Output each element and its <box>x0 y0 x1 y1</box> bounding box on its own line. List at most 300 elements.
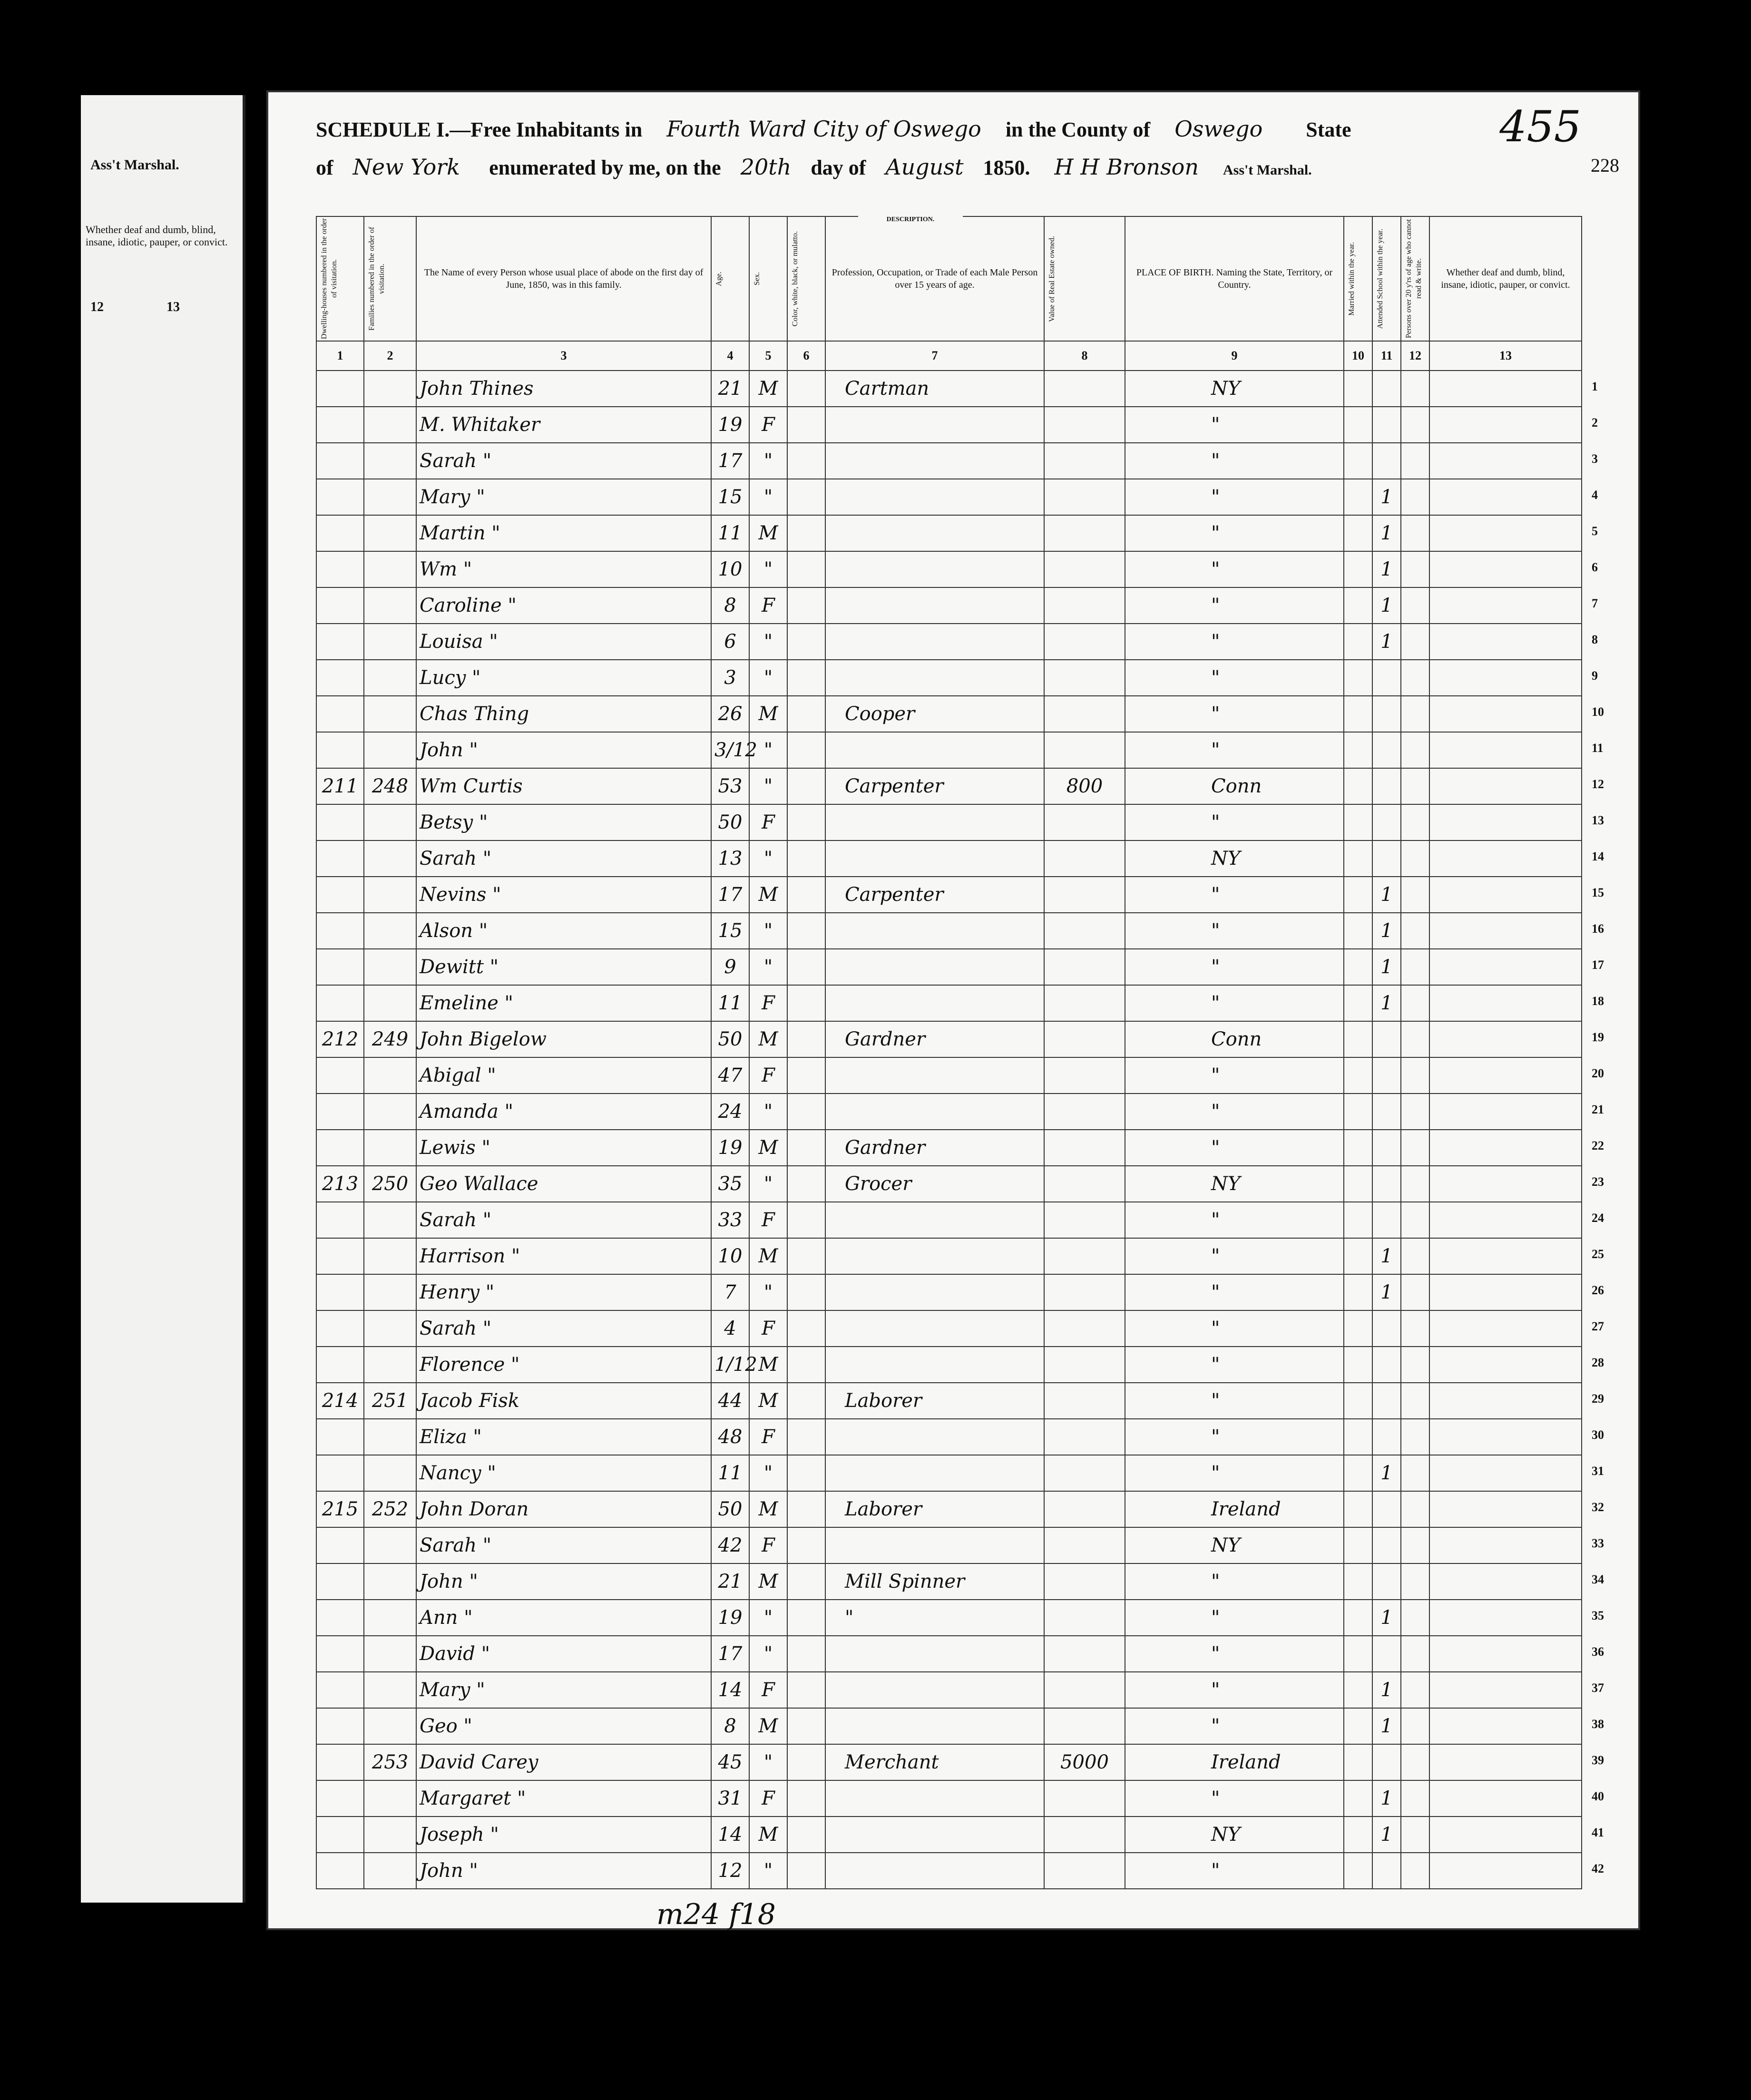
dwelling-cell: 214 <box>316 1383 364 1419</box>
illiterate-cell <box>1401 1094 1429 1130</box>
table-row <box>316 804 1582 840</box>
dwelling-cell <box>316 587 364 624</box>
sex-cell: F <box>749 985 787 1021</box>
illiterate-cell <box>1401 1708 1429 1744</box>
married-cell <box>1344 443 1372 479</box>
footer-tally: m24 f18 <box>656 1898 776 1931</box>
dwelling-cell <box>316 479 364 515</box>
illiterate-cell <box>1401 515 1429 551</box>
col-header-birthplace: PLACE OF BIRTH. Naming the State, Territory, or Country. <box>1125 216 1344 341</box>
condition-cell <box>1429 551 1582 587</box>
estate-cell <box>1044 840 1125 877</box>
name-cell: John Bigelow <box>416 1021 711 1057</box>
illiterate-cell <box>1401 371 1429 407</box>
occupation-cell <box>825 515 1044 551</box>
illiterate-cell <box>1401 1130 1429 1166</box>
occupation-cell <box>825 1708 1044 1744</box>
condition-cell <box>1429 1817 1582 1853</box>
name-cell: Dewitt " <box>416 949 711 985</box>
name-cell: Ann " <box>416 1600 711 1636</box>
row-number: 6 <box>1592 560 1598 574</box>
name-cell: Martin " <box>416 515 711 551</box>
condition-cell <box>1429 587 1582 624</box>
estate-cell <box>1044 949 1125 985</box>
family-cell <box>364 624 416 660</box>
table-row <box>316 479 1582 515</box>
dwelling-cell <box>316 985 364 1021</box>
dwelling-cell <box>316 1672 364 1708</box>
age-cell: 44 <box>711 1383 749 1419</box>
birthplace-cell: " <box>1125 1347 1344 1383</box>
family-cell: 250 <box>364 1166 416 1202</box>
occupation-cell <box>825 1347 1044 1383</box>
birthplace-cell: " <box>1125 1310 1344 1347</box>
color-cell <box>787 1780 825 1817</box>
sex-cell: M <box>749 1491 787 1527</box>
table-row <box>316 1238 1582 1274</box>
sex-cell: " <box>749 1166 787 1202</box>
birthplace-cell: " <box>1125 1636 1344 1672</box>
birthplace-cell: NY <box>1125 840 1344 877</box>
occupation-cell <box>825 1310 1044 1347</box>
dwelling-cell <box>316 443 364 479</box>
name-cell: Abigal " <box>416 1057 711 1094</box>
name-cell: John " <box>416 1853 711 1889</box>
birthplace-cell: " <box>1125 913 1344 949</box>
table-row <box>316 1527 1582 1563</box>
estate-cell <box>1044 1853 1125 1889</box>
birthplace-cell: " <box>1125 443 1344 479</box>
estate-cell <box>1044 1238 1125 1274</box>
sex-cell: " <box>749 1744 787 1780</box>
name-cell: Chas Thing <box>416 696 711 732</box>
age-cell: 17 <box>711 877 749 913</box>
estate-cell <box>1044 1491 1125 1527</box>
sex-cell: " <box>749 732 787 768</box>
row-number: 5 <box>1592 524 1598 538</box>
married-cell <box>1344 479 1372 515</box>
birthplace-cell: " <box>1125 1455 1344 1491</box>
occupation-cell: Carpenter <box>825 877 1044 913</box>
age-cell: 8 <box>711 587 749 624</box>
family-cell <box>364 732 416 768</box>
estate-cell <box>1044 479 1125 515</box>
row-number: 32 <box>1592 1500 1604 1514</box>
school-cell: 1 <box>1372 1238 1401 1274</box>
row-number: 33 <box>1592 1536 1604 1550</box>
age-cell: 15 <box>711 913 749 949</box>
school-cell <box>1372 1021 1401 1057</box>
married-cell <box>1344 515 1372 551</box>
estate-cell <box>1044 1672 1125 1708</box>
married-cell <box>1344 624 1372 660</box>
dwelling-cell: 215 <box>316 1491 364 1527</box>
estate-cell <box>1044 587 1125 624</box>
school-cell <box>1372 1383 1401 1419</box>
table-row <box>316 1383 1582 1419</box>
column-number-11: 11 <box>1372 341 1401 371</box>
name-cell: John " <box>416 732 711 768</box>
row-number: 4 <box>1592 488 1598 502</box>
occupation-cell <box>825 985 1044 1021</box>
school-cell <box>1372 1491 1401 1527</box>
name-cell: Lewis " <box>416 1130 711 1166</box>
sex-cell: M <box>749 371 787 407</box>
color-cell <box>787 1166 825 1202</box>
name-cell: Caroline " <box>416 587 711 624</box>
row-number: 12 <box>1592 777 1604 791</box>
school-cell <box>1372 840 1401 877</box>
married-cell <box>1344 1274 1372 1310</box>
table-row <box>316 1744 1582 1780</box>
dwelling-cell <box>316 624 364 660</box>
condition-cell <box>1429 1419 1582 1455</box>
dwelling-cell: 213 <box>316 1166 364 1202</box>
age-cell: 9 <box>711 949 749 985</box>
color-cell <box>787 624 825 660</box>
illiterate-cell <box>1401 551 1429 587</box>
row-number: 17 <box>1592 958 1604 972</box>
condition-cell <box>1429 768 1582 804</box>
school-cell <box>1372 696 1401 732</box>
married-cell <box>1344 1744 1372 1780</box>
occupation-cell <box>825 587 1044 624</box>
birthplace-cell: " <box>1125 1238 1344 1274</box>
estate-cell <box>1044 1094 1125 1130</box>
sex-cell: " <box>749 624 787 660</box>
sex-cell: " <box>749 913 787 949</box>
name-cell: Jacob Fisk <box>416 1383 711 1419</box>
sex-cell: " <box>749 1853 787 1889</box>
age-cell: 8 <box>711 1708 749 1744</box>
table-row <box>316 1166 1582 1202</box>
birthplace-cell: " <box>1125 1563 1344 1600</box>
dwelling-cell <box>316 1419 364 1455</box>
row-number: 41 <box>1592 1826 1604 1839</box>
column-number-3: 3 <box>416 341 711 371</box>
row-number: 37 <box>1592 1681 1604 1695</box>
condition-cell <box>1429 371 1582 407</box>
illiterate-cell <box>1401 407 1429 443</box>
birthplace-cell: " <box>1125 551 1344 587</box>
column-number-2: 2 <box>364 341 416 371</box>
table-row <box>316 696 1582 732</box>
row-number: 1 <box>1592 380 1598 393</box>
estate-cell <box>1044 551 1125 587</box>
color-cell <box>787 1383 825 1419</box>
birthplace-cell: " <box>1125 1780 1344 1817</box>
occupation-cell: Laborer <box>825 1383 1044 1419</box>
row-number: 29 <box>1592 1392 1604 1406</box>
color-cell <box>787 1455 825 1491</box>
color-cell <box>787 587 825 624</box>
name-cell: John Doran <box>416 1491 711 1527</box>
illiterate-cell <box>1401 913 1429 949</box>
illiterate-cell <box>1401 587 1429 624</box>
row-number: 30 <box>1592 1428 1604 1442</box>
estate-cell <box>1044 1455 1125 1491</box>
birthplace-cell: " <box>1125 1130 1344 1166</box>
name-cell: Harrison " <box>416 1238 711 1274</box>
table-row <box>316 768 1582 804</box>
table-row <box>316 1563 1582 1600</box>
estate-cell <box>1044 1202 1125 1238</box>
illiterate-cell <box>1401 1166 1429 1202</box>
age-cell: 11 <box>711 515 749 551</box>
married-cell <box>1344 1708 1372 1744</box>
row-number: 40 <box>1592 1789 1604 1803</box>
married-cell <box>1344 1057 1372 1094</box>
occupation-cell: Merchant <box>825 1744 1044 1780</box>
married-cell <box>1344 949 1372 985</box>
table-row <box>316 1491 1582 1527</box>
school-cell <box>1372 768 1401 804</box>
column-number-6: 6 <box>787 341 825 371</box>
age-cell: 50 <box>711 804 749 840</box>
enumerated-label: enumerated by me, on the <box>489 156 721 179</box>
illiterate-cell <box>1401 1780 1429 1817</box>
row-number: 2 <box>1592 416 1598 430</box>
color-cell <box>787 1672 825 1708</box>
family-cell <box>364 1600 416 1636</box>
age-cell: 21 <box>711 1563 749 1600</box>
married-cell <box>1344 1419 1372 1455</box>
school-cell: 1 <box>1372 1455 1401 1491</box>
sex-cell: F <box>749 1057 787 1094</box>
occupation-cell <box>825 407 1044 443</box>
school-cell <box>1372 443 1401 479</box>
color-cell <box>787 1274 825 1310</box>
condition-cell <box>1429 1310 1582 1347</box>
occupation-cell <box>825 660 1044 696</box>
family-cell <box>364 1274 416 1310</box>
married-cell <box>1344 1780 1372 1817</box>
table-row <box>316 660 1582 696</box>
year-label: 1850. <box>983 156 1030 179</box>
table-row <box>316 1274 1582 1310</box>
census-page <box>266 90 1640 1930</box>
birthplace-cell: " <box>1125 1202 1344 1238</box>
married-cell <box>1344 1383 1372 1419</box>
married-cell <box>1344 1021 1372 1057</box>
occupation-cell <box>825 1672 1044 1708</box>
sex-cell: M <box>749 1708 787 1744</box>
sex-cell: " <box>749 1600 787 1636</box>
table-row <box>316 371 1582 407</box>
illiterate-cell <box>1401 840 1429 877</box>
age-cell: 14 <box>711 1672 749 1708</box>
column-number-9: 9 <box>1125 341 1344 371</box>
family-cell <box>364 913 416 949</box>
header-row <box>316 216 1582 341</box>
birthplace-cell: " <box>1125 732 1344 768</box>
occupation-cell: Laborer <box>825 1491 1044 1527</box>
name-cell: M. Whitaker <box>416 407 711 443</box>
school-cell: 1 <box>1372 479 1401 515</box>
condition-cell <box>1429 1094 1582 1130</box>
name-cell: Mary " <box>416 1672 711 1708</box>
col-header-school: Attended School within the year. <box>1372 216 1401 341</box>
age-cell: 48 <box>711 1419 749 1455</box>
sex-cell: M <box>749 1347 787 1383</box>
table-row <box>316 407 1582 443</box>
estate-cell <box>1044 1021 1125 1057</box>
row-number: 8 <box>1592 633 1598 646</box>
name-cell: Joseph " <box>416 1817 711 1853</box>
married-cell <box>1344 985 1372 1021</box>
family-cell <box>364 1238 416 1274</box>
estate-cell: 5000 <box>1044 1744 1125 1780</box>
dwelling-cell <box>316 371 364 407</box>
name-cell: Betsy " <box>416 804 711 840</box>
color-cell <box>787 949 825 985</box>
estate-cell <box>1044 1817 1125 1853</box>
condition-cell <box>1429 1853 1582 1889</box>
row-number: 26 <box>1592 1283 1604 1297</box>
birthplace-cell: " <box>1125 1383 1344 1419</box>
table-body <box>316 371 1582 1889</box>
column-number-8: 8 <box>1044 341 1125 371</box>
occupation-cell <box>825 804 1044 840</box>
previous-page-strip <box>81 95 245 1903</box>
illiterate-cell <box>1401 660 1429 696</box>
color-cell <box>787 1491 825 1527</box>
color-cell <box>787 1021 825 1057</box>
family-cell: 248 <box>364 768 416 804</box>
estate-cell <box>1044 913 1125 949</box>
color-cell <box>787 1708 825 1744</box>
col-header-condition: Whether deaf and dumb, blind, insane, idiotic, pauper, or convict. <box>1429 216 1582 341</box>
married-cell <box>1344 1636 1372 1672</box>
school-cell: 1 <box>1372 1672 1401 1708</box>
table-row <box>316 1708 1582 1744</box>
estate-cell <box>1044 1057 1125 1094</box>
row-number: 21 <box>1592 1103 1604 1116</box>
married-cell <box>1344 1853 1372 1889</box>
birthplace-cell: " <box>1125 515 1344 551</box>
school-cell <box>1372 732 1401 768</box>
illiterate-cell <box>1401 1744 1429 1780</box>
family-cell <box>364 1057 416 1094</box>
color-cell <box>787 1563 825 1600</box>
estate-cell <box>1044 1274 1125 1310</box>
occupation-cell <box>825 1455 1044 1491</box>
illiterate-cell <box>1401 624 1429 660</box>
name-cell: Louisa " <box>416 624 711 660</box>
dwelling-cell <box>316 696 364 732</box>
family-cell: 249 <box>364 1021 416 1057</box>
occupation-cell <box>825 479 1044 515</box>
schedule-label: SCHEDULE I.—Free Inhabitants in <box>316 118 643 141</box>
color-cell <box>787 768 825 804</box>
row-number: 27 <box>1592 1319 1604 1333</box>
name-cell: Florence " <box>416 1347 711 1383</box>
name-cell: David " <box>416 1636 711 1672</box>
school-cell: 1 <box>1372 1817 1401 1853</box>
table-row <box>316 1455 1582 1491</box>
married-cell <box>1344 407 1372 443</box>
condition-cell <box>1429 515 1582 551</box>
col-header-dwelling: Dwelling-houses numbered in the order of visitation. <box>316 216 364 341</box>
birthplace-cell: " <box>1125 1672 1344 1708</box>
age-cell: 42 <box>711 1527 749 1563</box>
occupation-cell <box>825 1780 1044 1817</box>
school-cell <box>1372 1853 1401 1889</box>
illiterate-cell <box>1401 1636 1429 1672</box>
dwelling-cell <box>316 732 364 768</box>
school-cell: 1 <box>1372 913 1401 949</box>
row-number: 38 <box>1592 1717 1604 1731</box>
occupation-cell: Gardner <box>825 1130 1044 1166</box>
birthplace-cell: " <box>1125 1708 1344 1744</box>
condition-cell <box>1429 1527 1582 1563</box>
married-cell <box>1344 1094 1372 1130</box>
occupation-cell <box>825 1817 1044 1853</box>
school-cell <box>1372 1563 1401 1600</box>
estate-cell <box>1044 1347 1125 1383</box>
married-cell <box>1344 696 1372 732</box>
left-col-num-13: 13 <box>166 300 180 314</box>
illiterate-cell <box>1401 1310 1429 1347</box>
column-number-1: 1 <box>316 341 364 371</box>
illiterate-cell <box>1401 768 1429 804</box>
row-number: 18 <box>1592 994 1604 1008</box>
sex-cell: F <box>749 1310 787 1347</box>
birthplace-cell: " <box>1125 985 1344 1021</box>
married-cell <box>1344 877 1372 913</box>
row-number: 28 <box>1592 1356 1604 1369</box>
occupation-cell <box>825 840 1044 877</box>
color-cell <box>787 1130 825 1166</box>
dwelling-cell: 211 <box>316 768 364 804</box>
married-cell <box>1344 1600 1372 1636</box>
family-cell <box>364 1347 416 1383</box>
dwelling-cell <box>316 1057 364 1094</box>
condition-cell <box>1429 913 1582 949</box>
occupation-cell <box>825 1853 1044 1889</box>
married-cell <box>1344 804 1372 840</box>
school-cell <box>1372 1636 1401 1672</box>
illiterate-cell <box>1401 1057 1429 1094</box>
row-number: 19 <box>1592 1030 1604 1044</box>
occupation-cell: Cartman <box>825 371 1044 407</box>
married-cell <box>1344 1455 1372 1491</box>
sex-cell: " <box>749 1094 787 1130</box>
illiterate-cell <box>1401 1021 1429 1057</box>
school-cell <box>1372 1310 1401 1347</box>
table-row <box>316 732 1582 768</box>
school-cell: 1 <box>1372 1600 1401 1636</box>
estate-cell <box>1044 985 1125 1021</box>
birthplace-cell: NY <box>1125 1166 1344 1202</box>
occupation-cell: Grocer <box>825 1166 1044 1202</box>
dwelling-cell <box>316 804 364 840</box>
title-line-2 <box>316 154 1312 180</box>
table-row <box>316 624 1582 660</box>
row-number: 10 <box>1592 705 1604 719</box>
name-cell: Lucy " <box>416 660 711 696</box>
state-value: New York <box>352 154 460 180</box>
dwelling-cell <box>316 1238 364 1274</box>
day-value: 20th <box>740 154 792 180</box>
sex-cell: " <box>749 768 787 804</box>
col-header-occupation: Profession, Occupation, or Trade of each Male Person over 15 years of age. <box>825 216 1044 341</box>
county-value: Oswego <box>1174 116 1263 142</box>
row-number: 31 <box>1592 1464 1604 1478</box>
illiterate-cell <box>1401 1383 1429 1419</box>
table-row <box>316 1094 1582 1130</box>
color-cell <box>787 1057 825 1094</box>
